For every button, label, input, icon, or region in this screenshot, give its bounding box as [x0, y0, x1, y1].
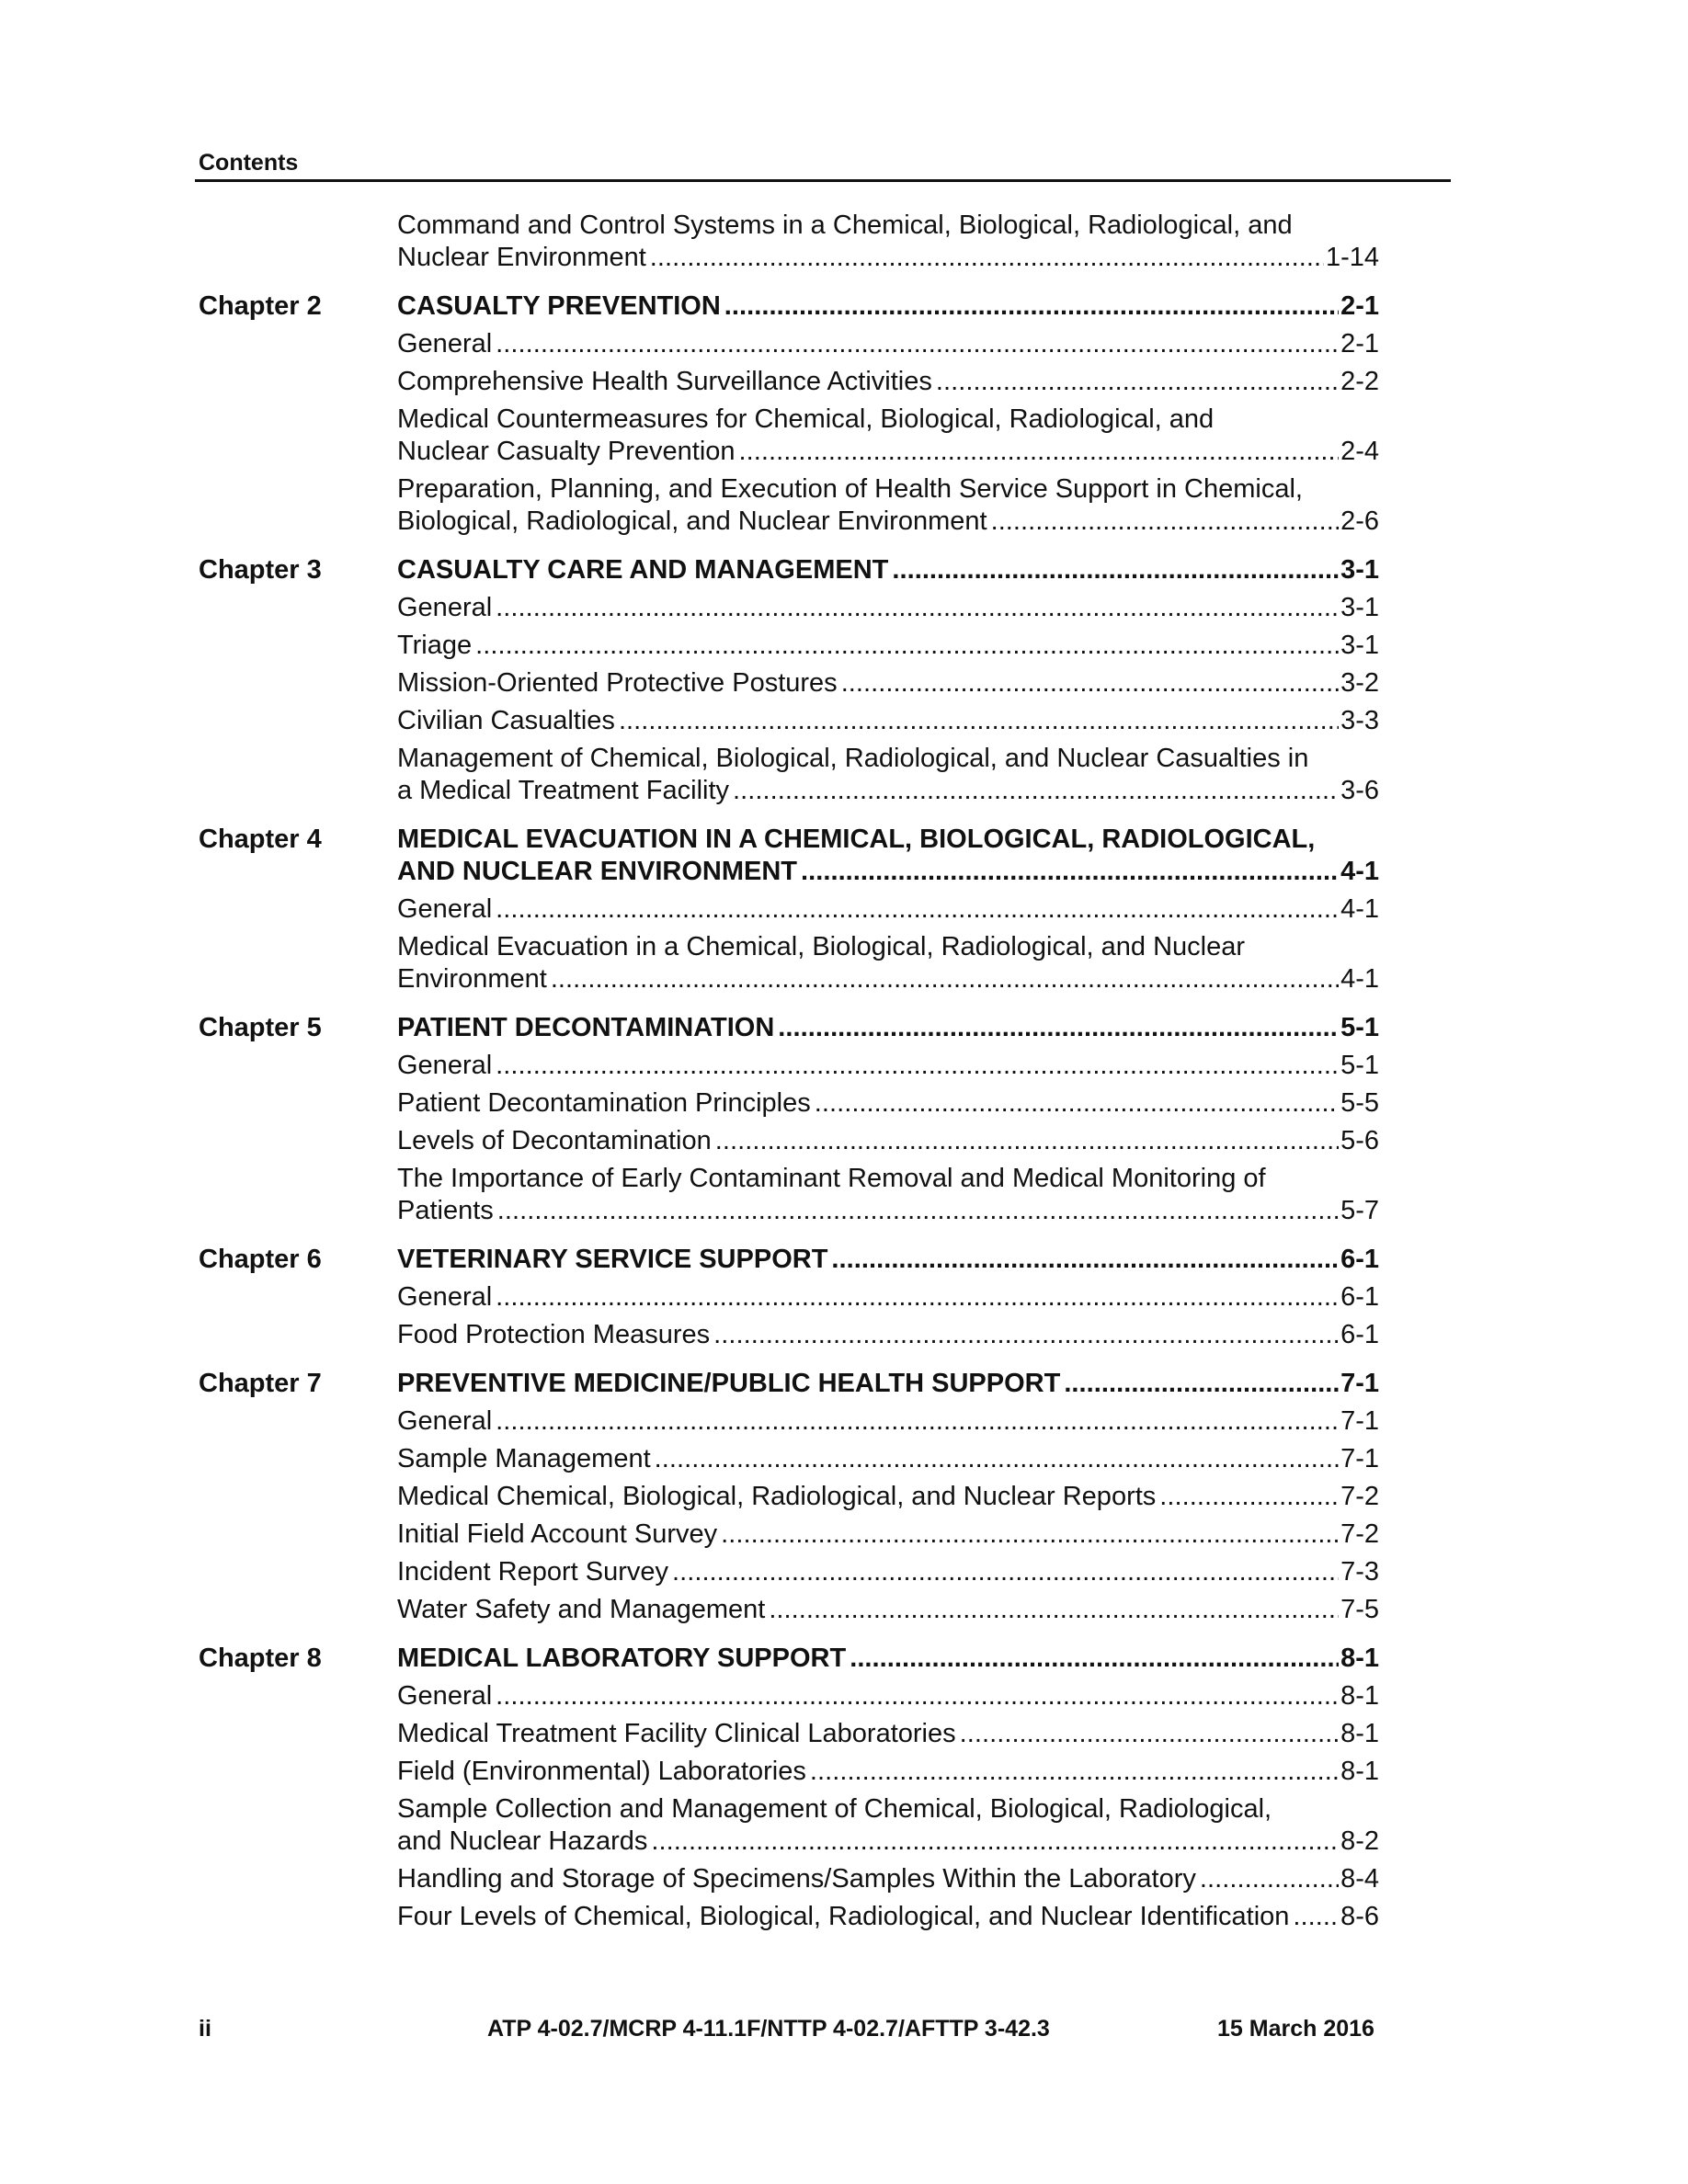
toc-page-number: 3-1 — [1340, 593, 1379, 622]
toc-entry-text-line: Medical Countermeasures for Chemical, Biological, Radiological, and — [397, 404, 1215, 434]
dot-leader — [496, 1680, 1339, 1712]
dot-leader — [991, 506, 1340, 538]
toc-entry-link[interactable] — [397, 1163, 1379, 1227]
toc-entry-link[interactable] — [397, 473, 1379, 538]
toc-entry-link[interactable] — [397, 328, 1379, 360]
toc-chapter — [195, 554, 1390, 813]
toc-entry-link[interactable] — [397, 1319, 1379, 1351]
dot-leader — [672, 1556, 1339, 1588]
publication-number: ATP 4-02.7/MCRP 4-11.1F/NTTP 4-02.7/AFTTP 3-42.3 — [487, 2016, 1050, 2042]
toc-entry-text: Nuclear Environment — [397, 243, 646, 272]
toc-page-number: 6-1 — [1340, 1282, 1379, 1312]
toc-entry-text: AND NUCLEAR ENVIRONMENT — [397, 857, 797, 886]
toc-page-number: 8-2 — [1340, 1826, 1379, 1856]
dot-leader — [551, 963, 1339, 995]
toc-entry-last-line — [397, 1680, 1379, 1712]
toc-entry-text-line: Preparation, Planning, and Execution of Health Service Support in Chemical, — [397, 474, 1303, 504]
toc-page-number: 7-1 — [1340, 1369, 1379, 1398]
chapter-entries — [397, 290, 1379, 543]
dot-leader — [892, 554, 1339, 586]
toc-entry-last-line — [397, 1281, 1379, 1314]
toc-entry-text-line: The Importance of Early Contaminant Removal and Medical Monitoring of — [397, 1164, 1266, 1193]
dot-leader — [960, 1718, 1339, 1750]
toc-entry-text: Medical Chemical, Biological, Radiological, and Nuclear Reports — [397, 1482, 1157, 1511]
toc-page-number: 7-5 — [1340, 1595, 1379, 1624]
dot-leader — [651, 1826, 1339, 1858]
toc-entry-last-line — [397, 1405, 1379, 1438]
toc-page-number: 8-6 — [1340, 1902, 1379, 1931]
toc-entry-last-line — [397, 630, 1379, 662]
toc-entry-text-line: MEDICAL EVACUATION IN A CHEMICAL, BIOLOGICAL, RADIOLOGICAL, — [397, 825, 1316, 854]
dot-leader — [713, 1319, 1339, 1351]
dot-leader — [496, 1050, 1339, 1082]
toc-entry-last-line — [397, 1244, 1379, 1276]
toc-entry-link[interactable] — [397, 1405, 1379, 1438]
toc-page-number: 6-1 — [1340, 1320, 1379, 1349]
toc-entry-text: Levels of Decontamination — [397, 1126, 712, 1155]
toc-entry-text: General — [397, 593, 493, 622]
toc-page-number: 8-1 — [1340, 1681, 1379, 1711]
chapter-label: Chapter 2 — [199, 291, 322, 321]
publication-date: 15 March 2016 — [1217, 2016, 1374, 2042]
toc-page-number: 5-5 — [1340, 1088, 1379, 1118]
toc-page-number: 6-1 — [1340, 1245, 1379, 1274]
toc-entry-text-line: Sample Collection and Management of Chemical, Biological, Radiological, — [397, 1794, 1272, 1824]
toc-page-number: 5-7 — [1340, 1196, 1379, 1225]
dot-leader — [810, 1756, 1339, 1788]
toc-entry-link[interactable] — [397, 1519, 1379, 1551]
toc-entry-text: Patient Decontamination Principles — [397, 1088, 811, 1118]
toc-entry-text: CASUALTY PREVENTION — [397, 291, 721, 321]
toc-chapter-title-link[interactable] — [397, 1244, 1379, 1276]
toc-chapter — [195, 290, 1390, 543]
toc-entry-last-line — [397, 328, 1379, 360]
toc-entry-link[interactable] — [397, 1756, 1379, 1788]
toc-entry-text: Water Safety and Management — [397, 1595, 766, 1624]
toc-chapter-title-link[interactable] — [397, 554, 1379, 586]
chapter-label: Chapter 5 — [199, 1013, 322, 1042]
toc-entry-last-line — [397, 1319, 1379, 1351]
toc-entry-text: Nuclear Casualty Prevention — [397, 437, 736, 466]
toc-entry-link[interactable] — [397, 366, 1379, 398]
page-number: ii — [199, 2016, 211, 2042]
toc-chapter — [195, 1643, 1390, 1939]
toc-page-number: 3-2 — [1340, 668, 1379, 698]
dot-leader — [801, 856, 1339, 888]
toc-entry-text: CASUALTY CARE AND MANAGEMENT — [397, 555, 889, 585]
toc-page-number: 8-1 — [1340, 1757, 1379, 1786]
toc-entry-text: Triage — [397, 631, 473, 660]
chapter-entries — [397, 824, 1379, 1001]
dot-leader — [815, 1087, 1339, 1120]
dot-leader — [496, 1281, 1339, 1314]
toc-entry-text: PATIENT DECONTAMINATION — [397, 1013, 775, 1042]
toc-entry-link[interactable] — [397, 1863, 1379, 1895]
toc-entry-last-line — [397, 1368, 1379, 1400]
dot-leader — [715, 1125, 1339, 1157]
toc-entry-link[interactable] — [397, 931, 1379, 995]
toc-entry-last-line — [397, 1643, 1379, 1675]
toc-entry-last-line — [397, 1519, 1379, 1551]
toc-page-number: 4-1 — [1340, 964, 1379, 994]
toc-entry-last-line — [397, 1901, 1379, 1933]
toc-entry-link[interactable] — [397, 404, 1379, 468]
toc-entry-last-line — [397, 856, 1379, 888]
toc-entry-last-line — [397, 775, 1379, 807]
chapter-entries — [397, 1012, 1379, 1233]
toc-entry-text: General — [397, 1681, 493, 1711]
dot-leader — [721, 1519, 1339, 1551]
toc-entry-text: MEDICAL LABORATORY SUPPORT — [397, 1644, 847, 1673]
dot-leader — [1159, 1481, 1339, 1513]
dot-leader — [724, 290, 1339, 323]
dot-leader — [496, 328, 1339, 360]
toc-page-number: 5-1 — [1340, 1051, 1379, 1080]
toc-page-number: 5-1 — [1340, 1013, 1379, 1042]
toc-entry-last-line — [397, 705, 1379, 737]
toc-entry-text: General — [397, 1282, 493, 1312]
toc-entry-text: Environment — [397, 964, 547, 994]
dot-leader — [497, 1195, 1339, 1227]
toc-page-number: 7-3 — [1340, 1557, 1379, 1587]
toc-entry-last-line — [397, 1863, 1379, 1895]
dot-leader — [841, 667, 1339, 700]
toc-entry-last-line — [397, 1756, 1379, 1788]
toc-entry-text: Medical Treatment Facility Clinical Laboratories — [397, 1719, 956, 1748]
toc-page-number: 7-1 — [1340, 1406, 1379, 1436]
toc-page-number: 4-1 — [1340, 894, 1379, 924]
toc-page-number: 7-2 — [1340, 1519, 1379, 1549]
toc-entry-last-line — [397, 1195, 1379, 1227]
toc-entry-link[interactable] — [397, 1594, 1379, 1626]
toc-entry-link[interactable] — [397, 1556, 1379, 1588]
chapter-label: Chapter 6 — [199, 1245, 322, 1274]
toc-entry-text-line: Command and Control Systems in a Chemical, Biological, Radiological, and — [397, 210, 1293, 240]
toc-entry-text: PREVENTIVE MEDICINE/PUBLIC HEALTH SUPPORT — [397, 1369, 1061, 1398]
toc-entry-last-line — [397, 366, 1379, 398]
toc-entry-text: Sample Management — [397, 1444, 651, 1473]
table-of-contents — [195, 210, 1390, 1950]
toc-entry-link[interactable] — [397, 1718, 1379, 1750]
toc-page-number: 3-1 — [1340, 631, 1379, 660]
toc-chapter-title-link[interactable] — [397, 1643, 1379, 1675]
toc-page-number: 8-4 — [1340, 1864, 1379, 1894]
toc-page-number: 7-2 — [1340, 1482, 1379, 1511]
toc-entry-text: General — [397, 1406, 493, 1436]
toc-entry-last-line — [397, 1125, 1379, 1157]
toc-entry-text: General — [397, 894, 493, 924]
toc-entry-last-line — [397, 554, 1379, 586]
toc-entry-link[interactable] — [397, 1481, 1379, 1513]
toc-entry-link[interactable] — [397, 705, 1379, 737]
toc-entry-last-line — [397, 1481, 1379, 1513]
toc-entry-link[interactable] — [397, 743, 1379, 807]
dot-leader — [1200, 1863, 1339, 1895]
toc-entry-last-line — [397, 893, 1379, 926]
toc-entry-text: Food Protection Measures — [397, 1320, 711, 1349]
toc-entry-text: General — [397, 329, 493, 358]
toc-page-number: 2-2 — [1340, 367, 1379, 396]
chapter-label: Chapter 4 — [199, 825, 322, 854]
toc-chapter-title-link[interactable] — [397, 824, 1379, 888]
dot-leader — [778, 1012, 1339, 1044]
toc-entry-link[interactable] — [397, 1281, 1379, 1314]
dot-leader — [475, 630, 1339, 662]
dot-leader — [496, 592, 1339, 624]
toc-entry-last-line — [397, 290, 1379, 323]
toc-entry-last-line — [397, 506, 1379, 538]
dot-leader — [650, 242, 1324, 274]
toc-entry-last-line — [397, 436, 1379, 468]
toc-entry-link[interactable] — [397, 210, 1379, 274]
toc-page-number: 3-6 — [1340, 776, 1379, 805]
chapter-entries — [397, 1368, 1379, 1632]
toc-entry-link[interactable] — [397, 592, 1379, 624]
toc-entry-link[interactable] — [397, 630, 1379, 662]
toc-entry-last-line — [397, 1087, 1379, 1120]
chapter-entries — [397, 210, 1379, 279]
toc-entry-link[interactable] — [397, 1793, 1379, 1858]
toc-entry-link[interactable] — [397, 1680, 1379, 1712]
dot-leader — [831, 1244, 1339, 1276]
toc-chapter-title-link[interactable] — [397, 1368, 1379, 1400]
toc-page-number: 2-6 — [1340, 506, 1379, 536]
dot-leader — [739, 436, 1340, 468]
toc-page-number: 2-4 — [1340, 437, 1379, 466]
chapter-label: Chapter 8 — [199, 1644, 322, 1673]
toc-entry-link[interactable] — [397, 893, 1379, 926]
toc-chapter — [195, 824, 1390, 1001]
toc-entry-text: a Medical Treatment Facility — [397, 776, 730, 805]
toc-entry-text: Incident Report Survey — [397, 1557, 668, 1587]
toc-entry-text: General — [397, 1051, 493, 1080]
dot-leader — [655, 1443, 1339, 1475]
toc-entry-text: Civilian Casualties — [397, 706, 615, 735]
toc-entry-link[interactable] — [397, 1901, 1379, 1933]
toc-chapter-title-link[interactable] — [397, 290, 1379, 323]
toc-page-number: 1-14 — [1325, 243, 1379, 272]
toc-entry-last-line — [397, 1443, 1379, 1475]
toc-entry-text-line: Medical Evacuation in a Chemical, Biological, Radiological, and Nuclear — [397, 932, 1246, 961]
toc-entry-link[interactable] — [397, 1050, 1379, 1082]
toc-chapter — [195, 1244, 1390, 1357]
toc-entry-last-line — [397, 592, 1379, 624]
toc-carryover — [195, 210, 1390, 279]
chapter-label: Chapter 7 — [199, 1369, 322, 1398]
toc-page-number: 4-1 — [1340, 857, 1379, 886]
dot-leader — [619, 705, 1339, 737]
toc-entry-last-line — [397, 1556, 1379, 1588]
toc-chapter-title-link[interactable] — [397, 1012, 1379, 1044]
dot-leader — [850, 1643, 1339, 1675]
toc-entry-last-line — [397, 1050, 1379, 1082]
toc-entry-last-line — [397, 1594, 1379, 1626]
toc-entry-text-line: Management of Chemical, Biological, Radiological, and Nuclear Casualties in — [397, 744, 1309, 773]
dot-leader — [496, 893, 1339, 926]
chapter-label: Chapter 3 — [199, 555, 322, 585]
running-head: Contents — [199, 150, 299, 176]
toc-page-number: 5-6 — [1340, 1126, 1379, 1155]
toc-entry-link[interactable] — [397, 1087, 1379, 1120]
toc-entry-last-line — [397, 242, 1379, 274]
toc-entry-text: Four Levels of Chemical, Biological, Radiological, and Nuclear Identification — [397, 1902, 1290, 1931]
toc-chapter — [195, 1368, 1390, 1632]
toc-entry-text: Field (Environmental) Laboratories — [397, 1757, 806, 1786]
dot-leader — [496, 1405, 1339, 1438]
toc-page-number: 8-1 — [1340, 1719, 1379, 1748]
toc-entry-text: VETERINARY SERVICE SUPPORT — [397, 1245, 828, 1274]
toc-entry-link[interactable] — [397, 1125, 1379, 1157]
toc-entry-text: Mission-Oriented Protective Postures — [397, 668, 838, 698]
dot-leader — [1293, 1901, 1339, 1933]
dot-leader — [936, 366, 1339, 398]
dot-leader — [769, 1594, 1339, 1626]
toc-entry-text: Initial Field Account Survey — [397, 1519, 718, 1549]
toc-entry-last-line — [397, 1826, 1379, 1858]
dot-leader — [1064, 1368, 1339, 1400]
page-header — [195, 147, 1451, 182]
toc-chapter — [195, 1012, 1390, 1233]
toc-entry-last-line — [397, 1718, 1379, 1750]
chapter-entries — [397, 1643, 1379, 1939]
toc-entry-last-line — [397, 667, 1379, 700]
toc-page-number: 8-1 — [1340, 1644, 1379, 1673]
chapter-label-empty — [195, 210, 397, 279]
toc-page-number: 2-1 — [1340, 291, 1379, 321]
dot-leader — [733, 775, 1339, 807]
page-footer — [195, 2015, 1390, 2048]
toc-entry-last-line — [397, 963, 1379, 995]
toc-entry-text: Comprehensive Health Surveillance Activities — [397, 367, 932, 396]
chapter-entries — [397, 1244, 1379, 1357]
chapter-entries — [397, 554, 1379, 813]
toc-page-number: 3-3 — [1340, 706, 1379, 735]
toc-entry-link[interactable] — [397, 1443, 1379, 1475]
toc-entry-text: Patients — [397, 1196, 494, 1225]
toc-page-number: 2-1 — [1340, 329, 1379, 358]
toc-entry-text: Handling and Storage of Specimens/Samples Within the Laboratory — [397, 1864, 1196, 1894]
toc-entry-text: Biological, Radiological, and Nuclear Environment — [397, 506, 987, 536]
toc-page-number: 7-1 — [1340, 1444, 1379, 1473]
toc-entry-last-line — [397, 1012, 1379, 1044]
toc-entry-link[interactable] — [397, 667, 1379, 700]
toc-entry-text: and Nuclear Hazards — [397, 1826, 648, 1856]
toc-page-number: 3-1 — [1340, 555, 1379, 585]
